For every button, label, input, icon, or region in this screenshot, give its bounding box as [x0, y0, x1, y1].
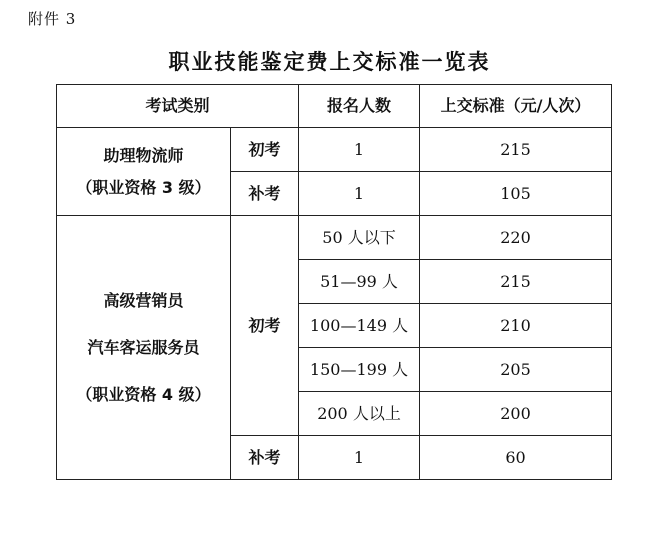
fee-cell: 60	[420, 436, 612, 480]
count-cell: 1	[299, 436, 420, 480]
fee-cell: 220	[420, 216, 612, 260]
fee-cell: 210	[420, 304, 612, 348]
group-name-line: （职业资格 3 级）	[76, 177, 211, 197]
fee-cell: 105	[420, 172, 612, 216]
group-name-line: 助理物流师	[103, 146, 184, 166]
exam-type-cell: 补考	[231, 436, 299, 480]
exam-type-cell: 初考	[231, 216, 299, 436]
fee-cell: 205	[420, 348, 612, 392]
group-name-cell	[57, 216, 231, 480]
table-row	[57, 216, 612, 260]
exam-type-cell: 补考	[231, 172, 299, 216]
page-title: 职业技能鉴定费上交标准一览表	[168, 50, 491, 74]
group-name-line: 高级营销员	[103, 290, 184, 310]
count-cell: 200 人以上	[299, 392, 420, 436]
group-name-line: （职业资格 4 级）	[76, 385, 211, 405]
header-count: 报名人数	[299, 85, 420, 128]
count-cell: 50 人以下	[299, 216, 420, 260]
count-cell: 51—99 人	[299, 260, 420, 304]
header-row	[57, 85, 612, 128]
header-category: 考试类别	[57, 85, 299, 128]
group-name-line: 汽车客运服务员	[87, 337, 200, 357]
header-standard: 上交标准（元/人次）	[420, 85, 612, 128]
fee-table	[56, 84, 612, 480]
group-name-cell	[57, 128, 231, 216]
table-row	[57, 128, 612, 172]
count-cell: 150—199 人	[299, 348, 420, 392]
fee-cell: 215	[420, 128, 612, 172]
count-cell: 1	[299, 128, 420, 172]
fee-cell: 215	[420, 260, 612, 304]
count-cell: 100—149 人	[299, 304, 420, 348]
exam-type-cell: 初考	[231, 128, 299, 172]
count-cell: 1	[299, 172, 420, 216]
fee-cell: 200	[420, 392, 612, 436]
attachment-label: 附件 3	[28, 10, 77, 28]
